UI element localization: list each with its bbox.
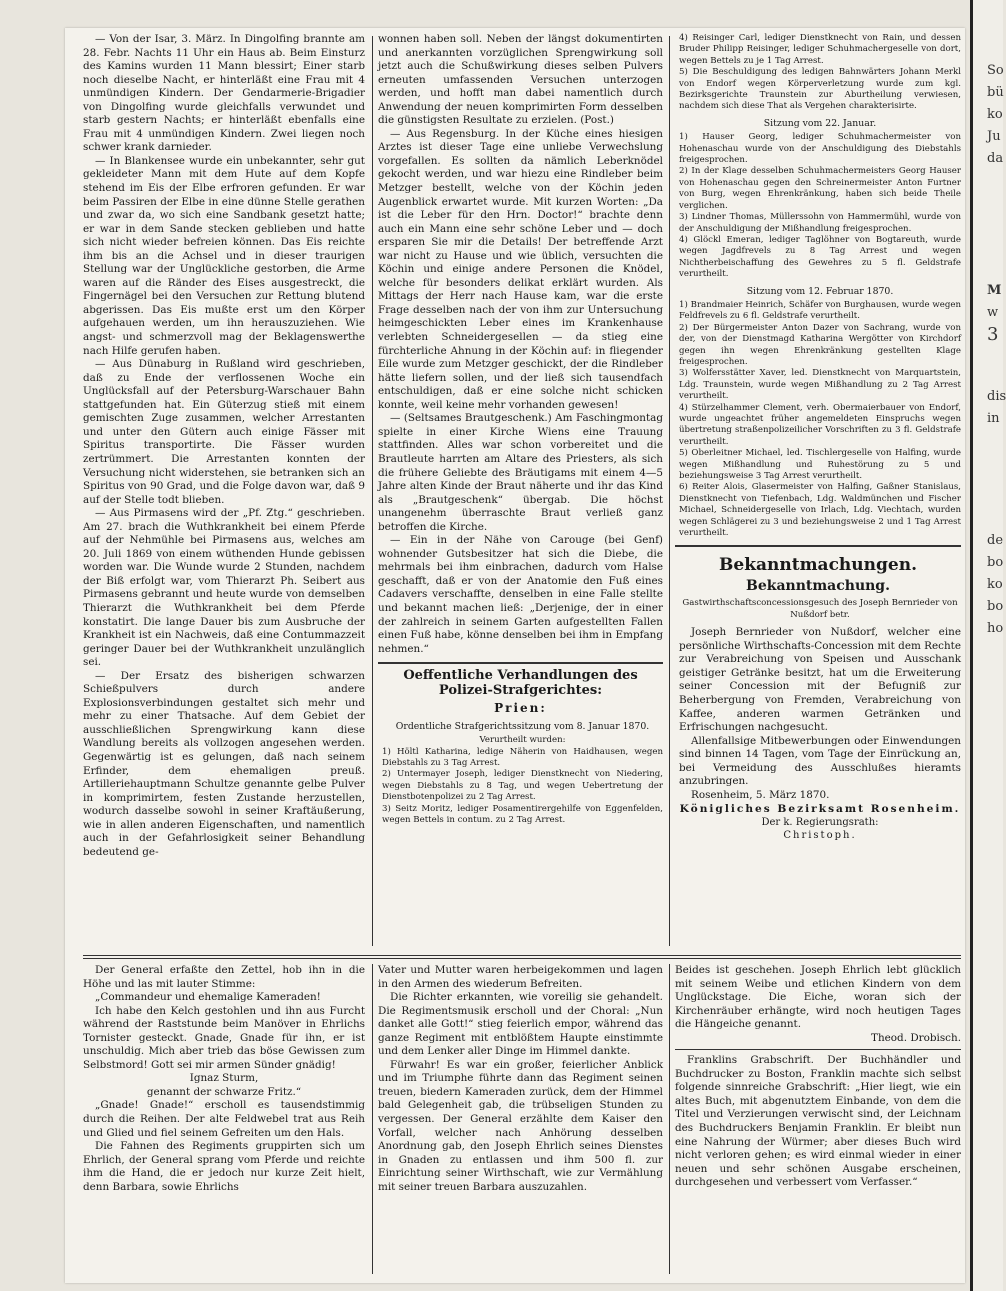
court-item: 5) Oberleitner Michael, led. Tischlergeselle von Halfing, wurde wegen Mißhandlung und Ruhestörung zu 5 und beziehungsweise 3 Tag Arrest verurtheilt. — [679, 448, 961, 482]
story-text: „Gnade! Gnade!“ erscholl es tausendstimmig durch die Reihen. Der alte Feldwebel trat aus Reih und Glied und fiel seinem Gefreiten um den Hals. — [83, 1099, 365, 1139]
edge-fragment: bo — [987, 599, 1004, 614]
announcement-subject: Gastwirthschaftsconcessionsgesuch des Joseph Bernrieder von Nußdorf betr. — [682, 598, 958, 620]
adjacent-page-edge — [970, 0, 1006, 1291]
court-item: 6) Reiter Alois, Glasermeister von Halfing, Gaßner Stanislaus, Dienstknecht von Tiefenbach, Ldg. Waldmünchen und Fischer Michael, Schneidergeselle von Irlach, Ldg. Viechtach, wurden wegen Schlägerei zu 3 und beziehungsweise 2 und 1 Tag Arrest verurtheilt. — [679, 482, 961, 539]
edge-fragment: bü — [987, 85, 1004, 100]
court-item: 4) Glöckl Emeran, lediger Taglöhner von Bogtareuth, wurde wegen Jagdfrevels zu 8 Tag Arrest und wegen Nichtherbeischaffung des Gewehres zu 5 fl. Geldstrafe verurtheilt. — [679, 234, 961, 280]
edge-fragment: w — [987, 305, 999, 320]
article-pirmasens: — Aus Pirmasens wird der „Pf. Ztg.“ geschrieben. Am 27. brach die Wuthkrankheit bei einem Pferde auf der Nehmühle bei Pirmasens aus, welches am 20. Juli 1869 von einem wüthenden Hunde gebissen worden war. Die Wunde wurde 2 Stunden, nachdem der Biß erfolgt war, vom Thierarzt Ph. Seibert aus Pirmasens gebrannt und heute wurde von demselben Thierarzt die Wuthkrankheit bei dem Pferde konstatirt. Die lange Dauer bis zum Ausbruche der Krankheit ist ein Nachweis, daß eine Contummazzeit geringer Dauer bei der Wuthkrankheit unzulänglich sei. — [83, 507, 365, 669]
court-item: 3) Lindner Thomas, Müllerssohn von Hammermühl, wurde von der Anschuldigung der Mißhandlung freigesprochen. — [679, 212, 961, 234]
story-text: Fürwahr! Es war ein großer, feierlicher Anblick und im Triumphe führte dann das Regiment seinen treuen, biedern Kameraden zurück, dem der Himmel bald Gelegenheit gab, die trübseligen Stunden zu vergessen. Der General erzählte dem Kaiser den Vorfall, welcher nach Anhörung desselben Anordnung gab, den Joseph Ehrlich seines Dienstes in Gnaden zu entlassen und ihm 500 fl. zur Einrichtung seiner Wirthschaft, wie zur Vermählung mit seiner treuen Barbara auszuzahlen. — [378, 1058, 663, 1193]
announcement-signer: Christoph. — [783, 830, 857, 842]
column-3 — [675, 33, 961, 943]
edge-fragment: ho — [987, 621, 1004, 636]
edge-fragment: da — [987, 151, 1004, 166]
edge-fragment: M — [987, 283, 1002, 298]
announcement-date: Rosenheim, 5. März 1870. — [691, 788, 830, 801]
column-rule-4 — [669, 964, 670, 1274]
court-item: 2) In der Klage desselben Schuhmachermeisters Georg Hauser von Hohenaschau gegen den Schreinermeister Anton Furtner von Burg, wegen Ehrenkränkung, haben sich beide Theile verglichen. — [679, 166, 961, 211]
court-title: Oeffentliche Verhandlungen des Polizei-Strafgerichtes: — [403, 668, 638, 699]
court-item: 3) Seitz Moritz, lediger Posamentirergehilfe von Eggenfelden, wegen Bettels in contum. zu 2 Tag Arrest. — [382, 803, 663, 825]
column-rule-3 — [372, 964, 373, 1274]
court-item: 3) Wolfersstätter Xaver, led. Dienstknecht von Marquartstein, Ldg. Traunstein, wurde wegen Mißhandlung zu 2 Tag Arrest verurtheilt. — [679, 368, 961, 402]
column-2 — [378, 33, 663, 943]
announcement-rank: Der k. Regierungsrath: — [761, 817, 879, 829]
article-carouge: — Ein in der Nähe von Carouge (bei Genf) wohnender Gutsbesitzer hat sich die Diebe, die mehrmals bei ihm einbrachen, dadurch vom Halse geschafft, daß er von der Anatomie den Fuß eines Cadavers verschaffte, denselben in eine Falle stellte und bekannt machen ließ: „Derjenige, der in einer der zahlreich in seinem Garten aufgestellten Fallen einen Fuß habe, könne denselben bei ihm in Empfang nehmen.“ — [378, 534, 663, 655]
article-duenaburg: — Aus Dünaburg in Rußland wird geschrieben, daß zu Ende der verflossenen Woche ein Unglücksfall auf der Petersburg-Warschauer Bahn stattgefunden hat. Ein Güterzug stieß mit einem gemischten Zuge zusammen, welcher Arrestanten und unter den Gütern auch einige Fässer mit Spiritus transportirte. Die Fässer wurden zertrümmert. Die Arrestanten konnten der Versuchung nicht widerstehen, sie betranken sich an Spiritus von 90 Grad, und die Folge davon war, daß 9 auf der Stelle todt blieben. — [83, 358, 365, 506]
article-brautgeschenk: — (Seltsames Brautgeschenk.) Am Faschingmontag spielte in einer Kirche Wiens eine Trauung stattfinden. Alles war schon vorbereitet und die Brautleute harrten am Altare des Priesters, als sich die frühere Geliebte des Bräutigams mit einem 4—5 Jahre alten Kinde der Braut näherte und ihr das Kind als „Brautgeschenk“ übergab. Die höchst unangenehm überraschte Braut verließ ganz betroffen die Kirche. — [378, 412, 663, 533]
edge-fragment: Ju — [987, 129, 1001, 144]
story-text: Ich habe den Kelch gestohlen und ihn aus Furcht während der Raststunde beim Manöver in Ehrlichs Tornister gesteckt. Gnade, Gnade für ihn, er ist unschuldig. Mich aber trieb das böse Gewissen zum Selbstmord! Gott sei mir armen Sünder gnädig! — [83, 1004, 365, 1071]
court-session: Ordentliche Strafgerichtssitzung vom 8. Januar 1870. — [395, 720, 650, 732]
bottom-column-2 — [378, 964, 663, 1274]
story-text: Beides ist geschehen. Joseph Ehrlich lebt glücklich mit seinem Weibe und etlichen Kindern von dem Unglückstage. Die Eiche, woran sich der Kirchenräuber erhängte, wird noch heutigen Tages die Hängeiche genannt. — [675, 964, 961, 1031]
court-item: 1) Hauser Georg, lediger Schuhmachermeister von Hohenaschau wurde von der Anschuldigung des Diebstahls freigesprochen. — [679, 132, 961, 166]
court-item: 1) Brandmaier Heinrich, Schäfer von Burghausen, wurde wegen Feldfrevels zu 6 fl. Geldstrafe verurtheilt. — [679, 299, 961, 322]
article-schiesspulver: — Der Ersatz des bisherigen schwarzen Schießpulvers durch andere Explosionsverbindungen gestaltet sich mehr und mehr zu einer Thatsache. Auf dem Gebiet der ausschließlichen Sprengwirkung kann diese Wandlung bereits als vollzogen angesehen werden. Gegenwärtig ist es gelungen, daß nach seinem Erfinder, dem ehemaligen preuß. Artilleriehauptmann Schultze genannte gelbe Pulver in komprimirtem, festen Zustande herzustellen, wodurch dasselbe sowohl in seiner Kraftäußerung, wie in allen anderen Eigenschaften, und namentlich auch in der Gefahrlosigkeit seiner Behandlung bedeutend ge- — [83, 669, 365, 858]
column-1 — [83, 33, 365, 943]
column-rule-2 — [669, 36, 670, 946]
article-isar: — Von der Isar, 3. März. In Dingolfing brannte am 28. Febr. Nachts 11 Uhr ein Haus ab. Beim Einsturz des Kamins wurden 11 Mann blessirt; Einer starb noch dieselbe Nacht, er hinterläßt eine Frau mit 4 unmündigen Kindern. Der Gendarmerie-Brigadier von Dingolfing wurde gleichfalls verwundet und starb gestern Nachts; er hinterläßt ebenfalls eine Frau mit 4 unmündigen Kindern. Zwei liegen noch schwer krank darnieder. — [83, 33, 365, 154]
court-section — [378, 721, 663, 827]
court-item: 1) Höltl Katharina, ledige Näherin von Haidhausen, wegen Diebstahls zu 3 Tag Arrest. — [382, 746, 663, 768]
court-verdict-label: Verurtheilt wurden: — [479, 735, 566, 746]
newspaper-page — [65, 28, 965, 1283]
column-rule-1 — [372, 36, 373, 946]
edge-fragment: ko — [987, 577, 1003, 592]
article-blankensee: — In Blankensee wurde ein unbekannter, sehr gut gekleideter Mann mit dem Hute auf dem Kopfe stehend im Eis der Elbe erfroren gefunden. Er war beim Passiren der Elbe in eine dünne Stelle gerathen und zwar da, wo sich eine Sandbank gesetzt hatte; er war in dem Sande stecken geblieben und hatte sich nicht wieder befreien können. Das Eis reichte ihm bis an die Achsel und in dieser traurigen Stellung war der Unglückliche gestorben, die Arme waren auf die Ränder des Eises ausgestreckt, die Fingernägel bei den Versuchen zur Rettung blutend abgerissen. Das Eis mußte erst um den Körper aufgehauen werden, um ihn herauszuziehen. Wie angst- und schmerzvoll mag der Beklagenswerthe nach Hilfe gerufen haben. — [83, 154, 365, 357]
edge-fragment: So — [987, 63, 1004, 78]
section-rule — [83, 958, 961, 959]
story-author: Theod. Drobisch. — [871, 1031, 961, 1044]
story-text: Vater und Mutter waren herbeigekommen und lagen in den Armen des wiederum Befreiten. — [378, 964, 663, 990]
edge-fragment: dis — [987, 389, 1006, 404]
story-text: Die Fahnen des Regiments gruppirten sich um Ehrlich, der General sprang vom Pferde und reichte ihm die Hand, die er jedoch nur kurze Zeit hielt, denn Barbara, sowie Ehrlichs — [83, 1140, 365, 1193]
announcement-office: Königliches Bezirksamt Rosenheim. — [679, 803, 961, 816]
court-place: Prien: — [494, 701, 547, 716]
story-text: „Commandeur und ehemalige Kameraden! — [95, 991, 321, 1004]
announcement-body: Joseph Bernrieder von Nußdorf, welcher eine persönliche Wirthschafts-Concession mit dem Rechte zur Verabreichung von Speisen und Ausschank geistiger Getränke besitzt, hat um die Erweiterung seiner Concession mit der Befugniß zur Beherbergung von Fremden, Verabreichung von Kaffee, anderen warmen Getränken und Erfrischungen nachgesucht. — [679, 626, 961, 734]
announcement-heading: Bekanntmachung. — [746, 578, 890, 595]
announcements-top-rule — [675, 545, 961, 547]
court-item: 4) Stürzelhammer Clement, verh. Obermaierbauer von Endorf, wurde ungeachtet früher angemeldeten Einspruchs wegen übertretung straßenpolizeilicher Vorschriften zu 3 fl. Geldstrafe verurtheilt. — [679, 402, 961, 447]
bottom-column-1 — [83, 964, 365, 1274]
announcement-body: Allenfallsige Mitbewerbungen oder Einwendungen sind binnen 14 Tagen, vom Tage der Einrückung an, bei Vermeidung des Ausschlußes hieramts anzubringen. — [679, 734, 961, 788]
court-item: 2) Untermayer Joseph, lediger Dienstknecht von Niedering, wegen Diebstahls zu 8 Tag, und wegen Uebertretung der Dienstbotenpolizei zu 2 Tag Arrest. — [382, 769, 663, 803]
edge-fragment: ko — [987, 107, 1003, 122]
story-signature-name: Ignaz Sturm, — [189, 1072, 259, 1085]
bottom-column-3 — [675, 964, 961, 1274]
edge-fragment: de — [987, 533, 1004, 548]
court-item: 5) Die Beschuldigung des ledigen Bahnwärters Johann Merkl von Endorf wegen Körperverletzung wurde zum kgl. Bezirksgerichte Traunstein zur Aburtheilung verwiesen, nachdem sich diese That als Vergehen charakterisirte. — [679, 67, 961, 112]
court-item: 2) Der Bürgermeister Anton Dazer von Sachrang, wurde von der, von der Dienstmagd Katharina Wergötter von Kirchdorf gegen ihn wegen Ehrenkränkung gestellten Klage freigesprochen. — [679, 322, 961, 367]
story-text: Der General erfaßte den Zettel, hob ihn in die Höhe und las mit lauter Stimme: — [83, 964, 365, 990]
article-pulver-continued: wonnen haben soll. Neben der längst dokumentirten und anerkannten vorzüglichen Sprengwirkung soll jetzt auch die Schußwirkung dieses selben Pulvers erneuten umfassenden Versuchen unterzogen werden, und hofft man dabei namentlich durch Anwendung der neuen komprimirten Form desselben die günstigsten Resultate zu erzielen. (Post.) — [378, 33, 663, 127]
edge-fragment: bo — [987, 555, 1004, 570]
section-rule — [83, 955, 961, 956]
article-regensburg: — Aus Regensburg. In der Küche eines hiesigen Arztes ist dieser Tage eine unliebe Verwechslung vorgefallen. Es sollten da nämlich Leberknödel gekocht werden, und war hiezu eine Rindleber beim Metzger bestellt, welche von der Köchin jeden Augenblick erwartet wurde. Mit kurzen Worten: „Da ist die Leber für den Hrn. Doctor!“ brachte denn auch ein Mann eine sehr schöne Leber und — doch ersparen Sie mir die Details! Der betreffende Arzt war nicht zu Hause und wie üblich, versuchten die Köchin und einige andere Personen die Knödel, welche für besonders delikat erklärt wurden. Als Mittags der Herr nach Hause kam, war die erste Frage desselben nach der von ihm zur Untersuchung heimgeschickten Leber eines im Krankenhause verlebten Schneidergesellen — da stieg eine fürchterliche Ahnung in der Köchin auf: in fliegender Eile wurde zum Metzger geschickt, der die Rindleber hätte liefern sollen, und der ließ sich tausendfach entschuldigen, daß er eine solche nicht schicken konnte, weil keine mehr vorhanden gewesen! — [378, 127, 663, 411]
edge-fragment: in — [987, 411, 1000, 426]
article-franklin: Franklins Grabschrift. Der Buchhändler und Buchdrucker zu Boston, Franklin machte sich selbst folgende sinnreiche Grabschrift: „Hier liegt, wie ein altes Buch, mit abgenutztem Einbande, von dem die Titel und Verzierungen verwischt sind, der Leichnam des Buchdruckers Benjamin Franklin. Er bleibt nun eine Nahrung der Würmer; aber dieses Buch wird nicht verloren gehen; es wird einmal wieder in einer neuen und sehr schönen Ausgabe erscheinen, durchgesehen und verbessert vom Verfasser.“ — [675, 1054, 961, 1189]
story-separator — [675, 1049, 961, 1050]
court-session: Sitzung vom 22. Januar. — [763, 117, 877, 129]
court-session: Sitzung vom 12. Februar 1870. — [746, 285, 894, 297]
court-item: 4) Reisinger Carl, lediger Dienstknecht von Rain, und dessen Bruder Philipp Reisinger, lediger Schuhmachergeselle von dort, wegen Bettels zu je 1 Tag Arrest. — [679, 33, 961, 66]
announcements-title: Bekanntmachungen. — [719, 555, 917, 576]
court-top-rule — [378, 662, 663, 664]
edge-fragment: 3 — [987, 324, 999, 345]
story-text: Die Richter erkannten, wie voreilig sie gehandelt. Die Regimentsmusik erscholl und der Choral: „Nun danket alle Gott!“ stieg feierlich empor, während das ganze Regiment mit entblößtem Haupte einstimmte und dem Lenker aller Dinge im Himmel dankte. — [378, 991, 663, 1058]
story-signature-alias: genannt der schwarze Fritz.“ — [146, 1085, 302, 1098]
